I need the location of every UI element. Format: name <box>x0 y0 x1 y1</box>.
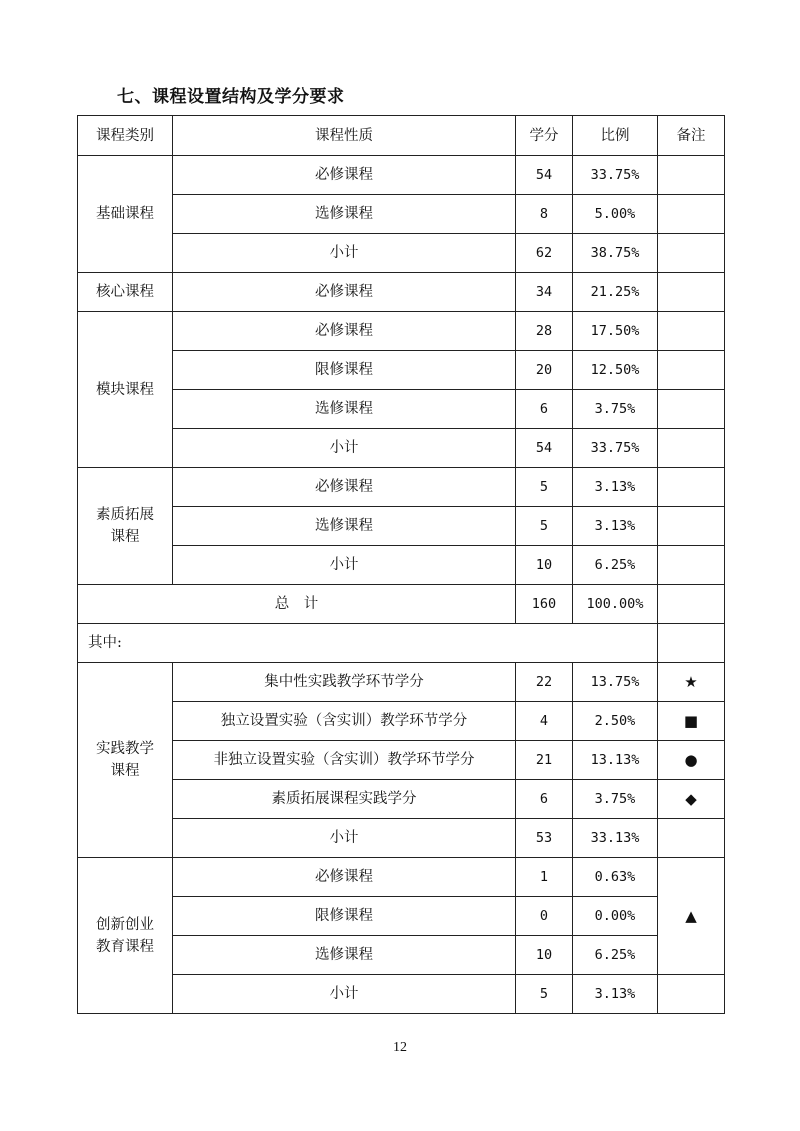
course-nature: 选修课程 <box>173 507 516 546</box>
course-nature: 必修课程 <box>173 468 516 507</box>
course-nature: 非独立设置实验（含实训）教学环节学分 <box>173 741 516 780</box>
remarks <box>658 546 725 585</box>
course-nature: 小计 <box>173 975 516 1014</box>
credits: 34 <box>516 273 573 312</box>
credits: 28 <box>516 312 573 351</box>
course-nature: 选修课程 <box>173 195 516 234</box>
course-nature: 小计 <box>173 546 516 585</box>
table-row <box>78 897 725 936</box>
square-mark-icon: ■ <box>658 702 725 741</box>
ratio: 3.75% <box>573 390 658 429</box>
ratio: 13.13% <box>573 741 658 780</box>
category-innovation <box>78 858 173 1014</box>
course-nature: 必修课程 <box>173 156 516 195</box>
table-row <box>78 234 725 273</box>
table-row <box>78 195 725 234</box>
table-row <box>78 702 725 741</box>
ratio: 0.63% <box>573 858 658 897</box>
ratio: 0.00% <box>573 897 658 936</box>
ratio: 38.75% <box>573 234 658 273</box>
table-row <box>78 663 725 702</box>
remarks <box>658 507 725 546</box>
table-row <box>78 507 725 546</box>
course-nature: 素质拓展课程实践学分 <box>173 780 516 819</box>
category-core: 核心课程 <box>78 273 173 312</box>
star-mark-icon: ★ <box>658 663 725 702</box>
ratio: 6.25% <box>573 936 658 975</box>
table-row <box>78 819 725 858</box>
table-row <box>78 351 725 390</box>
ratio: 3.13% <box>573 507 658 546</box>
remarks <box>658 273 725 312</box>
credits: 5 <box>516 975 573 1014</box>
ratio: 33.13% <box>573 819 658 858</box>
total-credits: 160 <box>516 585 573 624</box>
section-title: 七、课程设置结构及学分要求 <box>117 87 345 107</box>
remarks <box>658 624 725 663</box>
remarks <box>658 429 725 468</box>
category-label-line2: 课程 <box>110 763 140 779</box>
header-category: 课程类别 <box>78 116 173 156</box>
remarks <box>658 975 725 1014</box>
diamond-mark-icon: ◆ <box>658 780 725 819</box>
ratio: 5.00% <box>573 195 658 234</box>
ratio: 21.25% <box>573 273 658 312</box>
table-row <box>78 156 725 195</box>
remarks <box>658 819 725 858</box>
course-nature: 小计 <box>173 234 516 273</box>
header-ratio: 比例 <box>573 116 658 156</box>
credits: 6 <box>516 390 573 429</box>
category-label-line2: 课程 <box>110 529 140 545</box>
page-number: 12 <box>393 1040 407 1055</box>
ratio: 17.50% <box>573 312 658 351</box>
ratio: 3.13% <box>573 975 658 1014</box>
credits: 22 <box>516 663 573 702</box>
credits: 10 <box>516 546 573 585</box>
table-row <box>78 858 725 897</box>
course-nature: 必修课程 <box>173 273 516 312</box>
remarks <box>658 234 725 273</box>
category-practice <box>78 663 173 858</box>
course-nature: 必修课程 <box>173 858 516 897</box>
course-nature: 必修课程 <box>173 312 516 351</box>
category-label-line1: 素质拓展 <box>96 507 154 523</box>
ratio: 33.75% <box>573 156 658 195</box>
total-row <box>78 585 725 624</box>
course-nature: 独立设置实验（含实训）教学环节学分 <box>173 702 516 741</box>
credit-structure-table <box>77 115 725 1014</box>
table-row <box>78 780 725 819</box>
course-nature: 小计 <box>173 429 516 468</box>
course-nature: 限修课程 <box>173 897 516 936</box>
ratio: 33.75% <box>573 429 658 468</box>
course-nature: 集中性实践教学环节学分 <box>173 663 516 702</box>
category-module: 模块课程 <box>78 312 173 468</box>
course-nature: 选修课程 <box>173 390 516 429</box>
remarks <box>658 312 725 351</box>
credits: 20 <box>516 351 573 390</box>
remarks <box>658 585 725 624</box>
credits: 54 <box>516 156 573 195</box>
remarks <box>658 156 725 195</box>
ratio: 13.75% <box>573 663 658 702</box>
triangle-mark-icon: ▲ <box>658 858 725 975</box>
credits: 10 <box>516 936 573 975</box>
table-row <box>78 312 725 351</box>
course-nature: 限修课程 <box>173 351 516 390</box>
table-row <box>78 273 725 312</box>
ratio: 3.75% <box>573 780 658 819</box>
table-row <box>78 390 725 429</box>
remarks <box>658 468 725 507</box>
table-row <box>78 936 725 975</box>
ratio: 12.50% <box>573 351 658 390</box>
ratio: 2.50% <box>573 702 658 741</box>
credits: 54 <box>516 429 573 468</box>
category-label-line1: 实践教学 <box>96 741 154 757</box>
credits: 1 <box>516 858 573 897</box>
course-nature: 选修课程 <box>173 936 516 975</box>
credits: 0 <box>516 897 573 936</box>
credits: 8 <box>516 195 573 234</box>
category-basic: 基础课程 <box>78 156 173 273</box>
total-ratio: 100.00% <box>573 585 658 624</box>
remarks <box>658 351 725 390</box>
table-header-row <box>78 116 725 156</box>
credits: 21 <box>516 741 573 780</box>
header-remarks: 备注 <box>658 116 725 156</box>
category-quality <box>78 468 173 585</box>
table-row <box>78 741 725 780</box>
remarks <box>658 195 725 234</box>
circle-mark-icon: ● <box>658 741 725 780</box>
credits: 6 <box>516 780 573 819</box>
table-row <box>78 429 725 468</box>
table-row <box>78 975 725 1014</box>
category-label-line2: 教育课程 <box>96 938 154 955</box>
credits: 5 <box>516 507 573 546</box>
among-row <box>78 624 725 663</box>
header-nature: 课程性质 <box>173 116 516 156</box>
credits: 5 <box>516 468 573 507</box>
table-row <box>78 546 725 585</box>
credits: 53 <box>516 819 573 858</box>
ratio: 6.25% <box>573 546 658 585</box>
header-credits: 学分 <box>516 116 573 156</box>
category-label-line1: 创新创业 <box>96 916 154 933</box>
total-label: 总 计 <box>78 585 516 624</box>
credits: 4 <box>516 702 573 741</box>
credits: 62 <box>516 234 573 273</box>
among-label: 其中: <box>78 624 658 663</box>
remarks <box>658 390 725 429</box>
course-nature: 小计 <box>173 819 516 858</box>
table-row <box>78 468 725 507</box>
ratio: 3.13% <box>573 468 658 507</box>
